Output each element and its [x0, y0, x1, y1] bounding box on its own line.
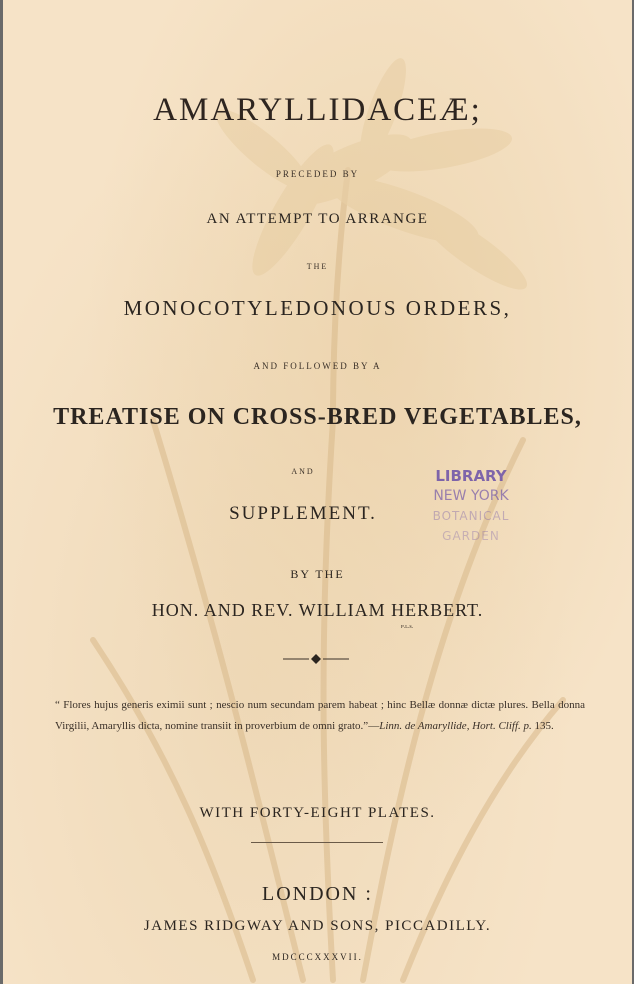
- stamp-line-library: LIBRARY: [435, 467, 507, 485]
- preceded-by-text: PRECEDED BY: [275, 169, 360, 179]
- publication-year: MDCCCXXXVII.: [272, 952, 363, 962]
- by-the-text: BY THE: [290, 567, 345, 581]
- library-stamp: [411, 466, 531, 546]
- stamp-line-botanical: BOTANICAL: [432, 509, 510, 523]
- the-text: THE: [306, 262, 329, 271]
- treatise-text: TREATISE ON CROSS-BRED VEGETABLES,: [53, 404, 582, 430]
- stamp-line-garden: GARDEN: [442, 529, 500, 543]
- epigraph-page: 135.: [531, 720, 554, 732]
- book-title: AMARYLLIDACEÆ;: [153, 92, 482, 128]
- title-page: [3, 0, 632, 984]
- publisher-name: JAMES RIDGWAY AND SONS, PICCADILLY.: [143, 918, 492, 934]
- author-name: HON. AND REV. WILLIAM HERBERT.: [151, 600, 484, 620]
- followed-by-text: AND FOLLOWED BY A: [253, 361, 382, 371]
- epigraph-citation: Linn. de Amaryllide, Hort. Cliff. p.: [379, 720, 532, 732]
- stamp-line-new-york: NEW YORK: [433, 488, 509, 504]
- attempt-text: AN ATTEMPT TO ARRANGE: [206, 211, 429, 227]
- supplement-text: SUPPLEMENT.: [229, 503, 377, 524]
- show-through-botanical-illustration: [3, 0, 632, 984]
- plates-text: WITH FORTY-EIGHT PLATES.: [199, 805, 436, 821]
- epigraph-text: “ Flores hujus generis eximii sunt ; nescio num secundam parem habeat ; hinc Bellæ donnæ dictæ plures. Bella donna Virgilii, Amaryllis dicta, nomine transiit in proverbium de omni grato.”—: [55, 699, 585, 732]
- monocotyledonous-orders-text: MONOCOTYLEDONOUS ORDERS,: [123, 296, 512, 320]
- place-of-publication: LONDON :: [262, 883, 373, 905]
- author-honorific-mark: ᴘ.ʟ.s.: [401, 624, 414, 630]
- and-text: AND: [291, 467, 315, 476]
- divider-rule: [251, 842, 383, 843]
- latin-epigraph: [55, 695, 585, 737]
- diamond-ornament-icon: [281, 651, 351, 667]
